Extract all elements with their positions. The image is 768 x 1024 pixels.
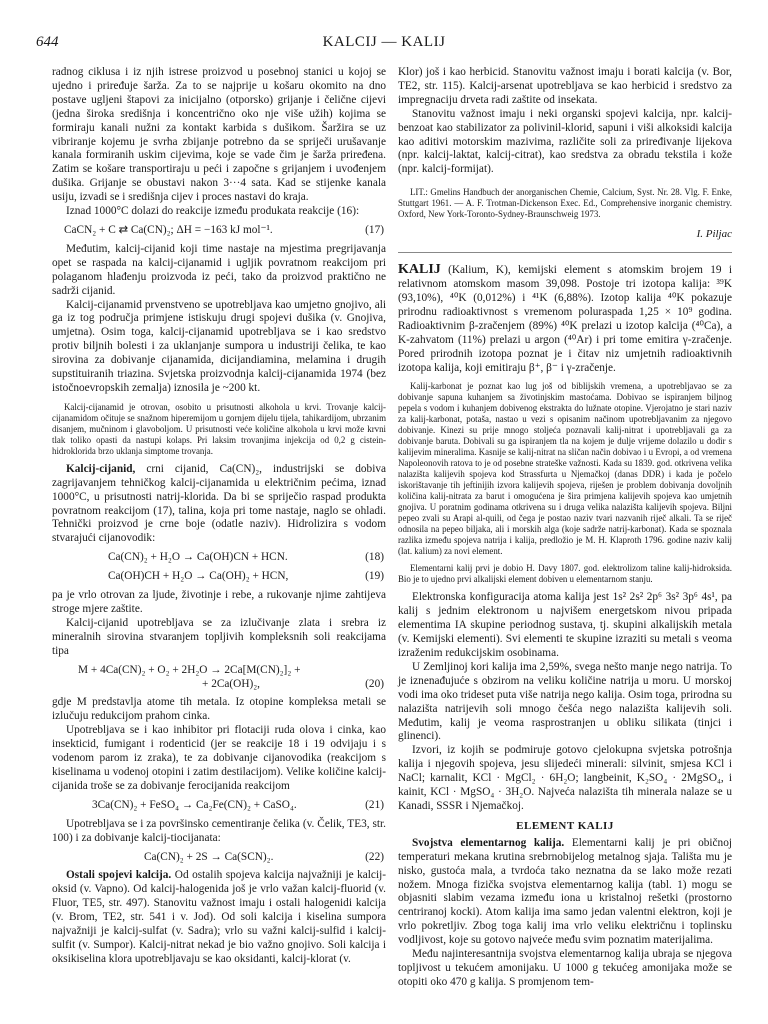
equation-formula: M + 4Ca(CN)₂ + O₂ + 2H₂O → 2Ca[M(CN)₂]₂ + [78, 663, 301, 676]
small-print-note: Elementarni kalij prvi je dobio H. Davy 1807. god. elektrolizom taline kalij-hidroksida. Bio je to ujedno prvi alkalijski element dobiven u elementarnom stanju. [398, 563, 732, 585]
paragraph: Stanovitu važnost imaju i neki organski spojevi kalcija, npr. kalcij-benzoat kao stabilizator za polivinil-klorid, sapuni i viši alkoksidi kalcija kao aditivi motorskim mazivima, različite soli za priređivanje lijekova (npr. kalcij-laktat, kalcij-citrat), kao sredstva za obradu tekstila i kože (npr. kalcij-formijat). [398, 107, 732, 176]
paragraph [52, 463, 386, 546]
equation-formula: Ca(CN)₂ + 2S → Ca(SCN)₂. [144, 850, 274, 863]
paragraph [52, 869, 386, 966]
running-title: KALCIJ — KALIJ [322, 34, 446, 50]
paragraph: Među najinteresantnija svojstva elementarnog kalija ubraja se njegova topljivost u tekućem amonijaku. U 1000 g tekućeg amonijaka može se otopiti oko 470 g kalija. S promjenom tem- [398, 948, 732, 988]
equation-21 [52, 799, 386, 813]
paragraph [398, 837, 732, 948]
page-header [36, 34, 732, 54]
right-column [398, 66, 732, 990]
run-in-heading: Ostali spojevi kalcija. [66, 869, 172, 882]
paragraph: Kalcij-cijanid upotrebljava se za izlučivanje zlata i srebra iz mineralnih sirovina stvaranjem topljivih kompleksnih soli reakcijama tipa [52, 616, 386, 657]
paragraph: Izvori, iz kojih se podmiruje gotovo cjelokupna svjetska potrošnja kalija i njegovih spojeva, jesu slijedeći minerali: silvinit, smjesa KCl i NaCl; karnalit, KCl · MgCl₂ · 6H₂O; langbeinit, K₂SO₄ · 2MgSO₄, i kainit, KCl · MgSO₄ · 3H₂O. Najveća nalazišta tih minerala nalaze se u Kanadi, SSSR i Njemačkoj. [398, 744, 732, 812]
equation-20-line2 [52, 678, 386, 692]
entry-headword: KALIJ [398, 262, 441, 278]
run-in-heading: Svojstva elementarnog kalija. [412, 836, 565, 849]
article-author: I. Piljac [696, 228, 732, 241]
equation-number: (19) [365, 570, 384, 583]
paragraph: gdje M predstavlja atome tih metala. Iz otopine kompleksa metali se izlučuju redukcijom prahom cinka. [52, 696, 386, 723]
paragraph: radnog ciklusa i iz njih istrese proizvod u posebnoj stanici u kojoj se ujedno i priređuje šarža. Za to se najprije u košaru okomito na dno postave ugljeni štapovi za inicijalno (otporsko) grijanje i čelične cijevi (jedna široka središnja i koncentrično oko nje više užih) kojima se formiraju kanali nužni za kontakt karbida s dušikom. Šaržira se uz vibriranje kojemu je svrha zbijanje potrebno da se spriječi urušavanje kanala formiranih uskim cijevima, koje se vade čim je šarža priređena. Zatim se košare transportiraju u peći i započne s grijanjem i uvođenjem dušika. Grijanje se obustavi nakon 3···4 sata. Kad se stijenke kanala usiju, izvadi se i središnja cijev i proces nastavi do kraja. [52, 66, 386, 204]
equation-18 [52, 551, 386, 565]
paragraph: Iznad 1000°C dolazi do reakcije između produkata reakcije (16): [66, 205, 360, 218]
equation-formula: CaCN₂ + C ⇄ Ca(CN)₂; ΔH = −163 kJ mol⁻¹. [64, 223, 273, 236]
equation-number: (18) [365, 551, 384, 564]
paragraph: Klor) još i kao herbicid. Stanovitu važnost imaju i borati kalcija (v. Bor, TE2, str. 115). Kalcij-arsenat upotrebljava se kao herbicid i sredstvo za impregnaciju drveta radi zaštite od insekata. [398, 66, 732, 106]
equation-formula: 3Ca(CN)₂ + FeSO₄ → Ca₂Fe(CN)₂ + CaSO₄. [92, 798, 297, 811]
equation-formula: Ca(CN)₂ + H₂O → Ca(OH)CN + HCN. [108, 551, 288, 564]
equation-number: (21) [365, 798, 384, 811]
paragraph: Kalcij-cijanamid prvenstveno se upotrebljava kao umjetno gnojivo, ali ga iz tog područja primjene istiskuju drugi spojevi dušika (v. Gnojiva, umjetna). Osim toga, kalcij-cijanamid upotrebljava se i kao sredstvo protiv biljnih bolesti i za uklanjanje sumpora u industriji čelika, te kao sirovina za dobivanje cijanamida, dicijandiamina, melamina i drugih supstituiranih triazina. Svjetska proizvodnja kalcij-cijanamida 1974 (bez istočnoevropskih zemalja) iznosila je ~200 kt. [52, 298, 386, 394]
equation-number: (17) [365, 223, 384, 236]
equation-20-line1 [52, 664, 386, 678]
small-print-note: Kalcij-cijanamid je otrovan, osobito u prisutnosti alkohola u krvi. Trovanje kalcij-cijanamidom očituje se snažnom hiperemijom u gornjem dijelu tijela, tahikardijom, ubrzanim disanjem, mučninom i glavoboljom. U prisutnosti veće količine alkohola u krvi može krvni tlak toliko opasti da nastupi kolaps. Pri laksim trovanjima injekcija od 0,2 g cistein-hidroklorida brzo uklanja simptome trovanja. [52, 401, 386, 456]
run-in-heading: Kalcij-cijanid, [66, 462, 136, 475]
paragraph: U Zemljinoj kori kalija ima 2,59%, svega nešto manje nego natrija. To je iznenađujuće s obzirom na veliku količine natrija u moru. U morskoj vodi ima oko trideset puta više natrija nego kalija. Osim toga, prirodna su nalazišta natrijevih soli mnogo češća nego nalazišta kalijevih soli. Međutim, kalij je veoma rasprostranjen u obliku silikata (tinjci i glinenci). [398, 660, 732, 743]
small-print-note: Kalij-karbonat je poznat kao lug još od biblijskih vremena, a upotrebljavao se za dobivanje sapuna kuhanjem sa životinjskim mastoćama. Dobivao se ispiranjem biljnog pepela s vodom i kuhanjem dobivenog ekstrakta do lužnate otopine. Vjerojatno je stari naziv za kalij-karbonat, potaša, nastao u vezi s opisanim načinom upotrebljavanim za njegovo dobivanje. Kinezi su prije mnogo stoljeća poznavali kalij-nitrat i upotrebljavali ga za dobivanje baruta. Dobivali su ga ispiranjem tla na kojem je dulje vrijeme dolazilo u dodir s kalijevim mineralima. Kasnije se kalij-nitrat na sličan način dobivao i u Evropi, a od vremena Napoleonovih ratova to je od posebne strateške važnosti. Kada su 1839. god. otkrivena velika nalazišta kalijevih spojeva kod Strassfurta u Njemačkoj (danas DDR) i kada je počelo iskorištavanje tih jeftinijih izvora kalijevih spojeva, riješen je problem dobivanja dovoljnih količina kalij-nitrata za barut i omogućena je šira primjena kalijevih spojeva kao umjetnih gnojiva. U poratnim godinama otkrivena su i druga velika nalazišta kalijevih spojeva. Biljni pepeo zvali su Arapi al-quili, od čega je postao naziv tvari nazvanih riječ alkali. Ta se riječ odnosila na pepeo biljaka, ali i morskih alga (koje sadrže natrij-karbonat). Kada se spoznala razlika između spojeva natrija i kalija, predložio je M. H. Klaproth 1796. godine naziv kalij (lat. kalium) za novi element. [398, 381, 732, 557]
paragraph-text: (Kalium, K), kemijski element s atomskim brojem 19 i relativnom atomskom masom 39,098. Postoje tri izotopa kalija: ³⁹K (93,10%), ⁴⁰K (0,012%) i ⁴¹K (6,88%). Izotop kalija ⁴⁰K pokazuje prirodnu radioaktivnost s vremenom poluraspada 1,25 × 10⁹ godina. Radioaktivnim β-zračenjem (89%) ⁴⁰K prelazi u izotop kalcija (⁴⁰Ca), a K-zahvatom (11%) prelazi u argon (⁴⁰Ar) i pri tome emitira γ-zračenje. Pored prirodnih izotopa poznat je i čitav niz umjetnih radioaktivnih izotopa kalija, koji emitiraju β⁺, β⁻ i γ-zračenje. [398, 264, 732, 374]
left-column [52, 66, 386, 967]
paragraph-text: Od ostalih spojeva kalcija najvažniji je kalcij-oksid (v. Vapno). Od kalcij-halogenida još je vrlo važan kalcij-fluorid (v. Fluor, TE5, str. 497). Stanovitu važnost imaju i ostali halogenidi kalcija (v. Brom, TE2, str. 541 i v. Jod). Od soli kalcija i kiselina sumpora najvažniji je kalcij-sulfat (v. Sadra); vrlo su važni kalcij-sulfid i kalcij-sulfit (v. Sumpor). Kalcij-nitrat nekad je bio važno gnojivo. Soli kalcija i oksikiselina klora upotrebljavaju se kao oksidanti, kalcij-klorat (v. [52, 869, 386, 965]
entry-kalij [398, 263, 732, 375]
paragraph: Upotrebljava se i kao inhibitor pri flotaciji ruda olova i cinka, kao insekticid, fumigant i rodenticid (jer se reakcije 18 i 19 odvijaju i s vodenom parom iz zraka), te za dobivanje cijanovodika (reakcijom s kiselinama u vodenoj otopini i zatim destilacijom). Velike količine kalcij-cijanida troše se za dobivanje ferocijanida reakcijom [52, 724, 386, 792]
literature-note: LIT.: Gmelins Handbuch der anorganischen Chemie, Calcium, Syst. Nr. 28. Vlg. F. Enke, Stuttgart 1961. — A. F. Trotman-Dickenson Exec. Ed., Comprehensive inorganic chemistry. Oxford, New York-Toronto-Sydney-Braunschweig 1973. [398, 187, 732, 220]
page-number: 644 [36, 34, 59, 50]
equation-19 [52, 570, 386, 584]
equation-number: (22) [365, 850, 384, 863]
equation-22 [52, 851, 386, 865]
equation-formula: + 2Ca(OH)₂, [202, 677, 260, 690]
article-divider [398, 252, 732, 253]
paragraph: Elektronska konfiguracija atoma kalija jest 1s² 2s² 2p⁶ 3s² 3p⁶ 4s¹, pa kalij s jednim elektronom u najvišem energetskom nivou pripada elementima IA skupine periodnog sustava, tj. skupini alkalijskih metala (v. Kemijski elementi). Svi elementi te skupine izraziti su metali s veoma izraženim redukcijskim osobinama. [398, 591, 732, 660]
equation-number: (20) [365, 677, 384, 690]
paragraph: Međutim, kalcij-cijanid koji time nastaje na mjestima pregrijavanja opet se raspada na kalcij-cijanamid i ugljik povratnom reakcijom pri polaganom hlađenju proizvoda iz peći, tako da proizvod praktično ne sadrži cijanid. [52, 242, 386, 297]
paragraph: Upotrebljava se i za površinsko cementiranje čelika (v. Čelik, TE3, str. 100) i za dobivanje kalcij-tiocijanata: [52, 817, 386, 844]
paragraph-text: Elementarni kalij je pri običnoj temperaturi mekana krutina srebrnobijelog metalnog sjaja. Tališta mu je nisko, gustoća mala, a tvrdoća tako neznatna da se lako može rezati nožem. Mnoga fizička svojstva elementarnog kalija (tabl. 1) mogu se objasniti slabim vezama između iona u kristalnoj rešetki (prostorno centriranoj kocki). Atom kalija ima samo jedan valentni elektron, koji je vrlo pokretljiv. Zbog toga kalij ima vrlo veliku električnu i toplinsku vodljivost, koje su gotovo najveće među svim poznatim materijalima. [398, 836, 732, 947]
paragraph-text: crni cijanid, Ca(CN)₂, industrijski se dobiva zagrijavanjem tehničkog kalcij-cijanamida u električnim pećima, iznad 1000°C, u prisutnosti natrij-klorida. Da bi se spriječio raspad produkta povratnom reakcijom (17), talina, koja pri tome nastaje, naglo se ohladi. Tehnički proizvod je crne boje (odatle naziv). Hidrolizira s vodom stvarajući cijanovodik: [52, 462, 386, 545]
equation-17 [52, 224, 386, 238]
equation-formula: Ca(OH)CH + H₂O → Ca(OH)₂ + HCN, [108, 570, 289, 583]
paragraph: pa je vrlo otrovan za ljude, životinje i rebe, a rukovanje njime zahtijeva stroge mjere zaštite. [52, 589, 386, 615]
section-heading: ELEMENT KALIJ [516, 819, 614, 832]
